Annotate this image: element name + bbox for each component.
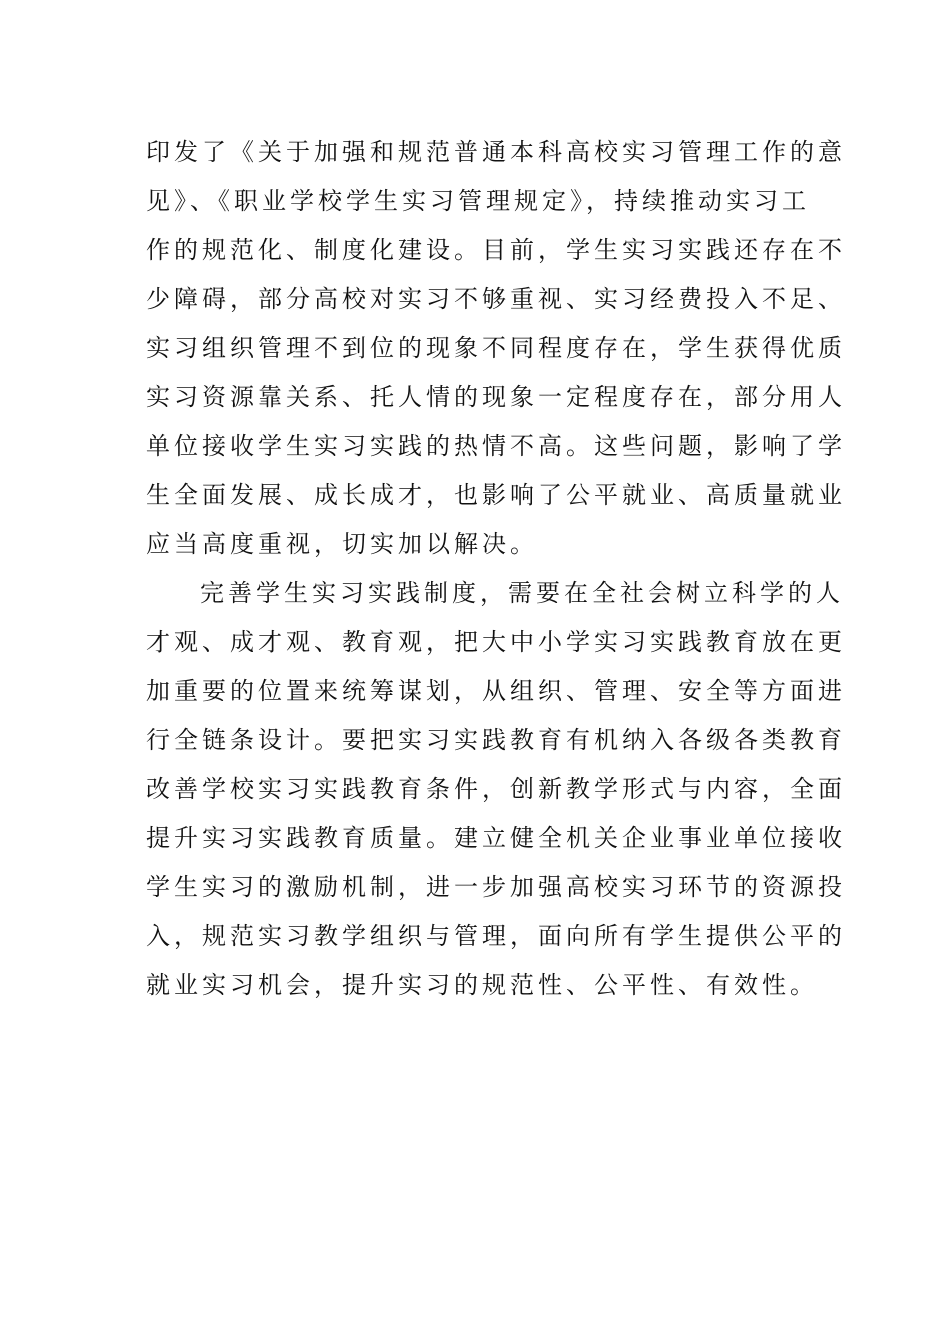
text-line: 行全链条设计。要把实习实践教育有机纳入各级各类教育 <box>146 726 846 754</box>
text-line: 实习资源靠关系、托人情的现象一定程度存在，部分用人 <box>146 383 846 411</box>
text-line: 改善学校实习实践教育条件，创新教学形式与内容，全面 <box>146 775 846 803</box>
text-line: 完善学生实习实践制度，需要在全社会树立科学的人 <box>200 579 844 607</box>
text-line: 加重要的位置来统筹谋划，从组织、管理、安全等方面进 <box>146 677 846 705</box>
text-line: 单位接收学生实习实践的热情不高。这些问题，影响了学 <box>146 432 846 460</box>
text-line: 实习组织管理不到位的现象不同程度存在，学生获得优质 <box>146 334 846 362</box>
text-line: 作的规范化、制度化建设。目前，学生实习实践还存在不 <box>146 236 846 264</box>
text-line: 入，规范实习教学组织与管理，面向所有学生提供公平的 <box>146 922 846 950</box>
text-line: 见》、《职业学校学生实习管理规定》，持续推动实习工 <box>146 187 810 215</box>
text-line: 应当高度重视，切实加以解决。 <box>146 530 538 558</box>
document-body <box>146 128 846 1010</box>
text-line: 学生实习的激励机制，进一步加强高校实习环节的资源投 <box>146 873 846 901</box>
paragraph-1 <box>146 128 846 569</box>
text-line: 提升实习实践教育质量。建立健全机关企业事业单位接收 <box>146 824 846 852</box>
text-line: 少障碍，部分高校对实习不够重视、实习经费投入不足、 <box>146 285 846 313</box>
text-line: 才观、成才观、教育观，把大中小学实习实践教育放在更 <box>146 628 846 656</box>
text-line: 印发了《关于加强和规范普通本科高校实习管理工作的意 <box>146 138 846 166</box>
paragraph-2 <box>146 569 846 1010</box>
text-line: 就业实习机会，提升实习的规范性、公平性、有效性。 <box>146 971 818 999</box>
text-line: 生全面发展、成长成才，也影响了公平就业、高质量就业 <box>146 481 846 509</box>
